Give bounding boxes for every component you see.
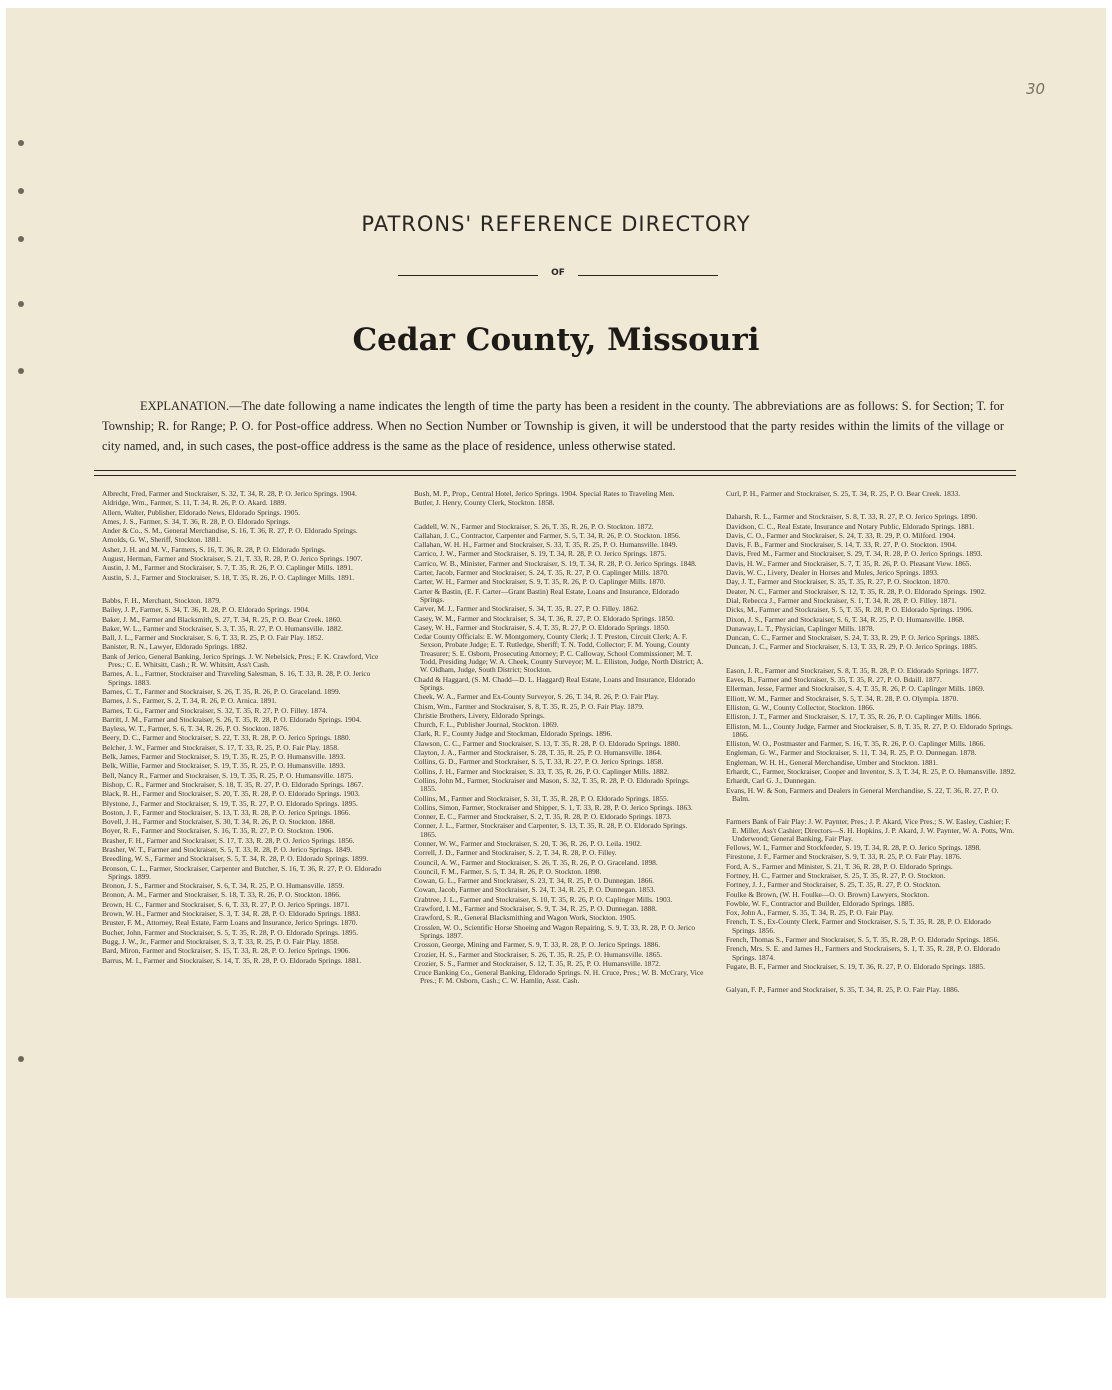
directory-entry: Collins, John M., Farmer, Stockraiser and Mason, S. 32, T. 35, R. 28, P. O. Eldorado Springs. 1855. [414, 775, 690, 794]
of-label: OF [551, 268, 565, 278]
directory-entry: Fortney, J. J., Farmer and Stockraiser, S. 25, T. 35, R. 27, P. O. Stockton. [726, 880, 941, 890]
directory-entry: Brasher, W. T., Farmer and Stockraiser, S. 5, T. 33, R. 28, P. O. Jerico Springs. 1849. [102, 844, 352, 854]
directory-entry: Crosslen, W. O., Scientific Horse Shoeing and Wagon Repairing, S. 9, T. 33, R. 28, P. O. Jerico Springs. 1897. [414, 922, 696, 940]
directory-entry: French, T. S., Ex-County Clerk, Farmer and Stockraiser, S. 5, T. 35, R. 28, P. O. Eldorado Springs. 1856. [726, 917, 991, 935]
directory-entry: Daharsh, R. L., Farmer and Stockraiser, S. 8, T. 33, R. 27, P. O. Jerico Springs. 1890. [726, 512, 978, 522]
directory-entry: French, Mrs. S. E. and James H., Farmers and Stockraisers, S. 1, T. 35, R. 28, P. O. Eldorado Springs. 1874. [726, 944, 1001, 962]
directory-entry: Barnes, C. T., Farmer and Stockraiser, S. 26, T. 35, R. 26, P. O. Graceland. 1899. [102, 686, 341, 696]
directory-entry: Ball, J. L., Farmer and Stockraiser, S. 6, T. 33, R. 25, P. O. Fair Play. 1852. [102, 633, 324, 643]
directory-entry: Brasher, F. H., Farmer and Stockraiser, S. 17, T. 33, R. 28, P. O. Jerico Springs. 1856. [102, 835, 355, 845]
page-title: PATRONS' REFERENCE DIRECTORY [361, 212, 751, 237]
binding-hole [18, 1056, 24, 1062]
directory-entry: Belcher, J. W., Farmer and Stockraiser, S. 17, T. 33, R. 25, P. O. Fair Play. 1858. [102, 742, 339, 752]
directory-entry: Curl, P. H., Farmer and Stockraiser, S. 25, T. 34, R. 25, P. O. Bear Creek. 1833. [726, 489, 961, 498]
directory-entry: Carter, Jacob, Farmer and Stockraiser, S. 24, T. 35, R. 27, P. O. Caplinger Mills. 1870. [414, 568, 669, 578]
directory-entry: Davis, Fred M., Farmer and Stockraiser, S. 29, T. 34, R. 28, P. O. Jerico Springs. 1893. [726, 549, 983, 559]
directory-entry: Bank of Jerico, General Banking, Jerico Springs. J. W. Nebelsick, Pres.; F. K. Crawford, Vice Pres.; C. E. Whitsitt, Cash.; R. W. Whitsitt, Ass't Cash. [102, 651, 379, 670]
directory-entry: Babbs, F. H., Merchant, Stockton. 1879. [102, 595, 221, 605]
directory-entry: Evans, H. W. & Son, Farmers and Dealers in General Merchandise, S. 22, T. 36, R. 27, P. O. Balm. [726, 785, 999, 803]
directory-entry: Ander & Co., S. M., General Merchandise, S. 16, T. 36, R. 27, P. O. Eldorado Springs. [102, 526, 358, 536]
directory-entry: Firestone, J. F., Farmer and Stockraiser, S. 9, T. 33, R. 25, P. O. Fair Play. 1876. [726, 852, 962, 862]
directory-entry: Beery, D. C., Farmer and Stockraiser, S. 22, T. 33, R. 28, P. O. Jerico Springs. 1880. [102, 733, 351, 743]
directory-entry: Elliston, G. W., County Collector, Stockton. 1866. [726, 702, 875, 712]
directory-entry: Fellows, W. I., Farmer and Stockfeeder, S. 19, T. 34, R. 28, P. O. Jerico Springs. 1898. [726, 843, 982, 853]
handwritten-page-number: 30 [1026, 80, 1046, 98]
directory-entry: Bugg, J. W., Jr., Farmer and Stockraiser, S. 3, T. 33, R. 25, P. O. Fair Play. 1858. [102, 936, 340, 946]
directory-entry: Cedar County Officials: E. W. Montgomery, County Clerk; J. T. Preston, Circuit Clerk; A. F. Sexson, Probate Judge; E. T. Rutledge, Sheriff; T. N. Todd, Collector; F. M. Young, County Treasurer; S. E. Osborn, Prosecuting Attorney; P. C. Calloway, School Commissioner; M. T. Todd, Presiding Judge; W. A. Cheek, County Surveyor; M. L. Elliston, Judge, North District; A. W. Oldham, Judge, South District; Stockton. [414, 632, 704, 675]
directory-entry: Church, F. L., Publisher Journal, Stockton. 1869. [414, 720, 559, 730]
directory-entry: Crabtree, J. L., Farmer and Stockraiser, S. 10, T. 35, R. 26, P. O. Caplinger Mills. 1903. [414, 894, 673, 904]
letter-section-gap [726, 499, 1016, 513]
directory-entry: Casey, W. H., Farmer and Stockraiser, S. 4, T. 35, R. 27, P. O. Eldorado Springs. 1850. [414, 622, 670, 632]
directory-entry: Dicks, M., Farmer and Stockraiser, S. 5, T. 35, R. 28, P. O. Eldorado Springs. 1906. [726, 605, 973, 615]
directory-entry: Engleman, G. W., Farmer and Stockraiser, S. 11, T. 34, R. 25, P. O. Dunnegan. 1878. [726, 748, 977, 758]
directory-entry: Callahan, W. H. H., Farmer and Stockraiser, S. 33, T. 35, R. 25, P. O. Humansville. 1849. [414, 540, 678, 550]
directory-entry: Bronson, C. L., Farmer, Stockraiser, Carpenter and Butcher, S. 16, T. 36, R. 27, P. O. Eldorado Springs. 1899. [102, 863, 382, 881]
directory-entry: Carver, M. J., Farmer and Stockraiser, S. 34, T. 35, R. 27, P. O. Filley. 1862. [414, 604, 639, 614]
directory-entry: Clayton, J. A., Farmer and Stockraiser, S. 28, T. 35, R. 25, P. O. Humansville. 1864. [414, 748, 662, 758]
letter-section-gap [726, 972, 1016, 986]
directory-entry: Carrico, J. W., Farmer and Stockraiser, S. 19, T. 34, R. 28, P. O. Jerico Springs. 1875. [414, 549, 667, 559]
directory-entry: Council, A. W., Farmer and Stockraiser, S. 26, T. 35, R. 26, P. O. Graceland. 1898. [414, 857, 658, 867]
letter-section-gap [102, 583, 392, 597]
directory-entry: Davis, W. C., Livery, Dealer in Horses and Mules, Jerico Springs. 1893. [726, 568, 939, 578]
letter-section-gap [726, 653, 1016, 667]
letter-section-gap [726, 804, 1016, 818]
directory-entry: Banister, R. N., Lawyer, Eldorado Springs. 1882. [102, 642, 248, 652]
directory-entry: Bard, Miron, Farmer and Stockraiser, S. 15, T. 33, R. 28, P. O. Jerico Springs. 1906. [102, 946, 351, 956]
directory-entry: Day, J. T., Farmer and Stockraiser, S. 35, T. 35, R. 27, P. O. Stockton. 1870. [726, 577, 950, 587]
directory-entry: Elliston, J. T., Farmer and Stockraiser, S. 17, T. 35, R. 26, P. O. Caplinger Mills. 1866. [726, 712, 982, 722]
directory-entry: Crosson, George, Mining and Farmer, S. 9, T. 33, R. 28, P. O. Jerico Springs. 1886. [414, 940, 661, 950]
directory-entry: Chism, Wm., Farmer and Stockraiser, S. 8, T. 35, R. 25, P. O. Fair Play. 1879. [414, 701, 644, 711]
directory-entry: Davis, F. B., Farmer and Stockraiser, S. 14, T. 33, R. 27, P. O. Stockton. 1904. [726, 540, 957, 550]
directory-entry: Erhardt, C., Farmer, Stockraiser, Cooper and Inventor, S. 3, T. 34, R. 25, P. O. Humansville. 1892. [726, 767, 1016, 777]
directory-entry: Asher, J. H. and M. V., Farmers, S. 16, T. 36, R. 28, P. O. Eldorado Springs. [102, 544, 326, 554]
directory-entry: Caddell, W. N., Farmer and Stockraiser, S. 26, T. 35, R. 26, P. O. Stockton. 1872. [414, 521, 654, 531]
directory-entry: Bayless, W. T., Farmer, S. 6, T. 34, R. 26, P. O. Stockton. 1876. [102, 724, 289, 734]
directory-entry: Breedling, W. S., Farmer and Stockraiser, S. 5, T. 34, R. 28, P. O. Eldorado Springs. 1899. [102, 854, 369, 864]
directory-entry: Cheek, W. A., Farmer and Ex-County Surveyor, S. 26, T. 34, R. 26, P. O. Fair Play. [414, 692, 659, 702]
directory-entry: Bucher, John, Farmer and Stockraiser, S. 5, T. 35, R. 28, P. O. Eldorado Springs. 1895. [102, 927, 359, 937]
directory-entry: Conner, J. L., Farmer, Stockraiser and Carpenter, S. 13, T. 35, R. 28, P. O. Eldorado Springs. 1865. [414, 821, 688, 839]
header-rule-top [94, 470, 1016, 471]
directory-entry: Barritt, J. M., Farmer and Stockraiser, S. 26, T. 35, R. 28, P. O. Eldorado Springs. 1904. [102, 714, 362, 724]
directory-entry: Barnes, T. G., Farmer and Stockraiser, S. 32, T. 35, R. 27, P. O. Filley. 1874. [102, 705, 328, 715]
directory-entry: Austin, J. M., Farmer and Stockraiser, S. 7, T. 35, R. 26, P. O. Caplinger Mills. 1891. [102, 563, 353, 573]
directory-entry: Collins, M., Farmer and Stockraiser, S. 31, T. 35, R. 28, P. O. Eldorado Springs. 1855. [414, 793, 669, 803]
binding-hole [18, 140, 24, 146]
directory-entry: Blystone, J., Farmer and Stockraiser, S. 19, T. 35, R. 27, P. O. Eldorado Springs. 1895. [102, 798, 358, 808]
directory-entry: August, Herman, Farmer and Stockraiser, S. 21, T. 33, R. 28, P. O. Jerico Springs. 1907. [102, 554, 363, 564]
directory-entry: Council, F. M., Farmer, S. 5, T. 34, R. 26, P. O. Stockton. 1898. [414, 866, 602, 876]
directory-entry: Crawford, S. R., General Blacksmithing and Wagon Work, Stockton. 1905. [414, 913, 636, 923]
directory-entry: Barnes, A. L., Farmer, Stockraiser and Traveling Salesman, S. 16, T. 33, R. 28, P. O. Jerico Springs. 1883. [102, 669, 371, 687]
directory-entry: Deater, N. C., Farmer and Stockraiser, S. 12, T. 35, R. 28, P. O. Eldorado Springs. 1902. [726, 586, 987, 596]
letter-section-gap [414, 509, 704, 523]
directory-entry: Bush, M. P., Prop., Central Hotel, Jerico Springs. 1904. Special Rates to Traveling Men. [414, 489, 675, 498]
directory-entry: Eason, J. R., Farmer and Stockraiser, S. 8, T. 35, R. 28, P. O. Eldorado Springs. 1877. [726, 665, 979, 675]
directory-entry: Clark, R. F., County Judge and Stockman, Eldorado Springs. 1896. [414, 729, 613, 739]
directory-entry: Davis, H. W., Farmer and Stockraiser, S. 7, T. 35, R. 26, P. O. Pleasant View. 1865. [726, 558, 972, 568]
explanation-paragraph: EXPLANATION.—The date following a name indicates the length of time the party has been a resident in the county. The abbreviations are as follows: S. for Section; T. for Township; R. for Range; P. O. for Post-office address. When no Section Number or Township is given, it will be understood that the party resides within the limits of the village or city named, and, in such cases, the post-office address is the same as the place of residence, unless otherwise stated. [102, 399, 1004, 453]
directory-entry: Black, R. H., Farmer and Stockraiser, S. 20, T. 35, R. 28, P. O. Eldorado Springs. 1903. [102, 789, 360, 799]
directory-entry: Butler, J. Henry, County Clerk, Stockton. 1858. [414, 498, 555, 508]
directory-entry: Chadd & Haggard, (S. M. Chadd—D. L. Haggard) Real Estate, Loans and Insurance, Eldorado Springs. [414, 674, 696, 692]
directory-entry: Fowble, W. F., Contractor and Builder, Eldorado Springs. 1885. [726, 898, 915, 908]
directory-entry: Elliott, W. M., Farmer and Stockraiser, S. 5, T. 34, R. 28, P. O. Olympia. 1870. [726, 693, 959, 703]
directory-entry: Farmers Bank of Fair Play: J. W. Paynter, Pres.; J. P. Akard, Vice Pres.; S. W. Easley, Cashier; F. E. Miller, Ass't Cashier; Directors—S. H. Hopkins, J. P. Akard, J. W. Paynter, W. A. Potts, Wm. Underwood; General Banking, Fair Play. [726, 817, 1015, 843]
directory-entry: Bell, Nancy R., Farmer and Stockraiser, S. 19, T. 35, R. 25, P. O. Humansville. 1875. [102, 770, 354, 780]
directory-entry: Baker, J. M., Farmer and Blacksmith, S. 27, T. 34, R. 25, P. O. Bear Creek. 1860. [102, 614, 342, 624]
directory-entry: Foulke & Brown, (W. H. Foulke—O. O. Brown) Lawyers, Stockton. [726, 889, 929, 899]
binding-hole [18, 301, 24, 307]
directory-entry: Collins, Simon, Farmer, Stockraiser and Shipper, S. 1, T. 33, R. 28, P. O. Jerico Springs. 1863. [414, 802, 693, 812]
directory-entry: Arnolds, G. W., Sheriff, Stockton. 1881. [102, 535, 221, 545]
directory-entry: Allern, Walter, Publisher, Eldorado News, Eldorado Springs. 1905. [102, 507, 300, 517]
directory-entry: French, Thomas S., Farmer and Stockraiser, S. 5, T. 35, R. 28, P. O. Eldorado Springs. 1856. [726, 935, 1000, 945]
directory-entry: Barrus, M. I., Farmer and Stockraiser, S. 14, T. 35, R. 28, P. O. Eldorado Springs. 1881. [102, 955, 362, 965]
directory-entry: Austin, S. J., Farmer and Stockraiser, S. 18, T. 35, R. 26, P. O. Caplinger Mills. 1891. [102, 572, 355, 582]
directory-entry: Dunaway, L. T., Physician, Caplinger Mills. 1878. [726, 623, 875, 633]
directory-entry: Bronon, J. S., Farmer and Stockraiser, S. 6, T. 34, R. 25, P. O. Humansville. 1859. [102, 881, 345, 891]
directory-entry: Barnes, J. S., Farmer, S. 2, T. 34, R. 26, P. O. Arnica. 1891. [102, 696, 277, 706]
directory-entry: Crozier, H. S., Farmer and Stockraiser, S. 26, T. 35, R. 25, P. O. Humansville. 1865. [414, 949, 662, 959]
directory-entry: Crozier, S. S., Farmer and Stockraiser, S. 12, T. 35, R. 25, P. O. Humansville. 1872. [414, 958, 661, 968]
directory-entry: Elliston, W. O., Postmaster and Farmer, S. 16, T. 35, R. 26, P. O. Caplinger Mills. 1866. [726, 739, 986, 749]
divider-line-right [578, 275, 718, 276]
directory-entry: Duncan, J. C., Farmer and Stockraiser, S. 13, T. 33, R. 29, P. O. Jerico Springs. 1885. [726, 642, 978, 652]
directory-entry: Baker, W. L., Farmer and Stockraiser, S. 3, T. 35, R. 27, P. O. Humansville. 1882. [102, 623, 343, 633]
directory-entry: Ellerman, Jesse, Farmer and Stockraiser, S. 4, T. 35, R. 26, P. O. Caplinger Mills. 1869. [726, 684, 985, 694]
directory-entry: Conner, E. C., Farmer and Stockraiser, S. 2, T. 35, R. 28, P. O. Eldorado Springs. 1873. [414, 812, 672, 822]
county-heading: Cedar County, Missouri [352, 322, 760, 358]
directory-entry: Carter, W. H., Farmer and Stockraiser, S. 9, T. 35, R. 26, P. O. Caplinger Mills. 1870. [414, 577, 666, 587]
directory-entry: Boston, J. F., Farmer and Stockraiser, S. 13, T. 33, R. 28, P. O. Jerico Springs. 1866. [102, 807, 351, 817]
directory-entry: Fox, John A., Farmer, S. 35, T. 34, R. 25, P. O. Fair Play. [726, 908, 894, 918]
directory-entry: Bailey, J. P., Farmer, S. 34, T. 36, R. 28, P. O. Eldorado Springs. 1904. [102, 605, 310, 615]
directory-entry: Carrico, W. B., Minister, Farmer and Stockraiser, S. 19, T. 34, R. 28, P. O. Jerico Springs. 1848. [414, 558, 697, 568]
directory-column-1 [102, 490, 392, 966]
directory-entry: Correll, J. D., Farmer and Stockraiser, S. 2, T. 34, R. 28, P. O. Filley. [414, 848, 617, 858]
of-divider [398, 265, 718, 285]
directory-entry: Albrecht, Fred, Farmer and Stockraiser, S. 32, T. 34, R. 28, P. O. Jerico Springs. 1904. [102, 489, 357, 498]
directory-entry: Fortney, H. C., Farmer and Stockraiser, S. 25, T. 35, R. 27, P. O. Stockton. [726, 870, 946, 880]
directory-entry: Conner, W. W., Farmer and Stockraiser, S. 20, T. 36, R. 26, P. O. Leila. 1902. [414, 838, 642, 848]
directory-entry: Davidson, C. C., Real Estate, Insurance and Notary Public, Eldorado Springs. 1881. [726, 521, 975, 531]
directory-entry: Bishop, C. R., Farmer and Stockraiser, S. 18, T. 35, R. 27, P. O. Eldorado Springs. 1867. [102, 779, 364, 789]
directory-entry: Carter & Bastin, (E. F. Carter—Grant Bastin) Real Estate, Loans and Insurance, Eldorado Springs. [414, 586, 680, 604]
directory-entry: Aldridge, Wm., Farmer, S. 11, T. 34, R. 26, P. O. Akard. 1889. [102, 498, 287, 508]
directory-entry: Dixon, J. S., Farmer and Stockraiser, S. 6, T. 34, R. 25, P. O. Humansville. 1868. [726, 614, 965, 624]
directory-entry: Cowan, Jacob, Farmer and Stockraiser, S. 24, T. 34, R. 25, P. O. Dunnegan. 1853. [414, 885, 656, 895]
directory-column-3 [726, 490, 1016, 996]
directory-entry: Fugate, B. F., Farmer and Stockraiser, S. 19, T. 36, R. 27, P. O. Eldorado Springs. 1885. [726, 961, 985, 971]
directory-entry: Galyan, F. P., Farmer and Stockraiser, S. 35, T. 34, R. 25, P. O. Fair Play. 1886. [726, 985, 960, 995]
directory-entry: Davis, C. O., Farmer and Stockraiser, S. 24, T. 33, R. 29, P. O. Milford. 1904. [726, 530, 956, 540]
directory-entry: Casey, W. M., Farmer and Stockraiser, S. 34, T. 36, R. 27, P. O. Eldorado Springs. 1850. [414, 613, 675, 623]
binding-hole [18, 368, 24, 374]
directory-entry: Clawson, C. C., Farmer and Stockraiser, S. 13, T. 35, R. 28, P. O. Eldorado Springs. 1880. [414, 738, 681, 748]
directory-entry: Eaves, B., Farmer and Stockraiser, S. 35, T. 35, R. 27, P. O. Bdaill. 1877. [726, 675, 942, 685]
directory-column-2 [414, 490, 704, 987]
directory-entry: Duncan, C. C., Farmer and Stockraiser, S. 24, T. 33, R. 29, P. O. Jerico Springs. 1885. [726, 633, 980, 643]
directory-entry: Callahan, J. C., Contractor, Carpenter and Farmer, S. 5, T. 34, R. 26, P. O. Stockton. 1856. [414, 530, 681, 540]
directory-entry: Brown, H. C., Farmer and Stockraiser, S. 6, T. 33, R. 27, P. O. Jerico Springs. 1871. [102, 899, 350, 909]
directory-entry: Bruster, F. M., Attorney, Real Estate, Farm Loans and Insurance, Jerico Springs. 1870. [102, 918, 358, 928]
directory-entry: Erhardt, Carl G. J., Dunnegan. [726, 776, 817, 786]
directory-entry: Bronon, A. M., Farmer and Stockraiser, S. 18, T. 33, R. 26, P. O. Stockton. 1866. [102, 890, 341, 900]
directory-entry: Cruce Banking Co., General Banking, Eldorado Springs. N. H. Cruce, Pres.; W. B. McCrary, Vice Pres.; F. M. Osborn, Cash.; C. W. Hamlin, Asst. Cash. [414, 968, 704, 986]
directory-entry: Dial, Rebecca J., Farmer and Stockraiser, S. 1, T. 34, R. 28, P. O. Filley. 1871. [726, 595, 957, 605]
header-rule-bottom [94, 475, 1016, 476]
directory-entry: Crawford, I. M., Farmer and Stockraiser, S. 9, T. 34, R. 25, P. O. Dunnegan. 1888. [414, 904, 657, 914]
binding-hole [18, 236, 24, 242]
directory-entry: Belk, Willie, Farmer and Stockraiser, S. 19, T. 35, R. 25, P. O. Humansville. 1893. [102, 761, 346, 771]
directory-entry: Collins, J. H., Farmer and Stockraiser, S. 33, T. 35, R. 26, P. O. Caplinger Mills. 1882. [414, 766, 670, 776]
directory-entry: Elliston, M. L., County Judge, Farmer and Stockraiser, S. 8, T. 35, R. 27, P. O. Eldorado Springs. 1866. [726, 721, 1013, 739]
directory-entry: Boyer, R. F., Farmer and Stockraiser, S. 16, T. 35, R. 27, P. O. Stockton. 1906. [102, 826, 334, 836]
directory-entry: Belk, James, Farmer and Stockraiser, S. 19, T. 35, R. 25, P. O. Humansville. 1893. [102, 752, 346, 762]
directory-entry: Ames, J. S., Farmer, S. 34, T. 36, R. 28, P. O. Eldorado Springs. [102, 516, 291, 526]
directory-entry: Cowan, G. L., Farmer and Stockraiser, S. 23, T. 34, R. 25, P. O. Dunnegan. 1866. [414, 876, 655, 886]
directory-entry: Ford, A. S., Farmer and Minister, S. 21, T. 36, R. 28, P. O. Eldorado Springs. [726, 861, 953, 871]
directory-entry: Engleman, W. H. H., General Merchandise, Umber and Stockton. 1881. [726, 757, 939, 767]
directory-entry: Collins, G. D., Farmer and Stockraiser, S. 5, T. 33, R. 27, P. O. Jerico Springs. 1858. [414, 757, 664, 767]
binding-hole [18, 188, 24, 194]
directory-entry: Brown, W. H., Farmer and Stockraiser, S. 3, T. 34, R. 28, P. O. Eldorado Springs. 1883. [102, 909, 361, 919]
directory-entry: Christie Brothers, Livery, Eldorado Springs. [414, 710, 545, 720]
directory-entry: Bovell, J. H., Farmer and Stockraiser, S. 30, T. 34, R. 26, P. O. Stockton. 1868. [102, 817, 336, 827]
